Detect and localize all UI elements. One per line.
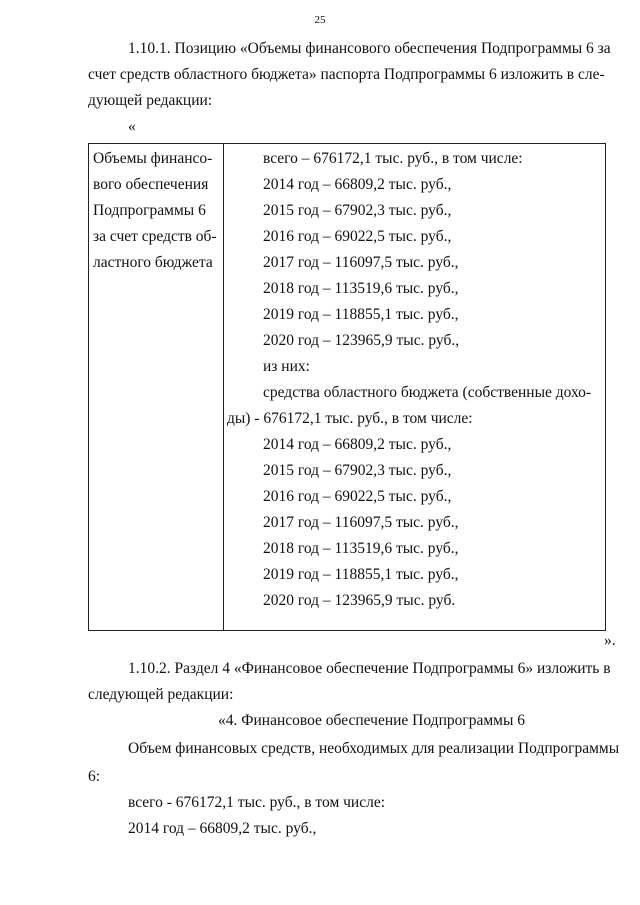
left-cell-line: Объемы финансо- — [93, 150, 213, 167]
left-cell-line: за счет средств об- — [93, 228, 217, 245]
right-cell-line: 2017 год – 116097,5 тыс. руб., — [263, 514, 459, 531]
total-line: всего - 676172,1 тыс. руб., в том числе: — [128, 794, 386, 811]
left-cell-line: Подпрограммы 6 — [93, 202, 206, 219]
right-cell-line: ды) - 676172,1 тыс. руб., в том числе: — [227, 410, 473, 427]
right-cell-line: всего – 676172,1 тыс. руб., в том числе: — [263, 150, 523, 167]
right-cell-line: 2018 год – 113519,6 тыс. руб., — [263, 540, 459, 557]
right-cell-line: 2015 год – 67902,3 тыс. руб., — [263, 462, 452, 479]
item-1-10-2-line2: следующей редакции: — [88, 686, 234, 703]
open-quote: « — [128, 118, 136, 135]
item-1-10-1-line2: счет средств областного бюджета» паспорта Подпрограммы 6 изложить в сле- — [88, 66, 605, 83]
right-cell-line: 2014 год – 66809,2 тыс. руб., — [263, 436, 452, 453]
right-cell-line: из них: — [263, 358, 310, 375]
item-1-10-2-line1: 1.10.2. Раздел 4 «Финансовое обеспечение Подпрограммы 6» изложить в — [128, 660, 611, 677]
right-cell-line: 2016 год – 69022,5 тыс. руб., — [263, 488, 452, 505]
right-cell-line: 2020 год – 123965,9 тыс. руб., — [263, 332, 460, 349]
section-heading: «4. Финансовое обеспечение Подпрограммы 6 — [218, 712, 526, 729]
table-divider — [223, 144, 224, 630]
right-cell-line: 2015 год – 67902,3 тыс. руб., — [263, 202, 452, 219]
section-para-line2: 6: — [88, 768, 101, 785]
right-cell-line: 2019 год – 118855,1 тыс. руб., — [263, 566, 459, 583]
right-cell-line: 2014 год – 66809,2 тыс. руб., — [263, 176, 452, 193]
page-number: 25 — [314, 14, 326, 26]
right-cell-line: 2019 год – 118855,1 тыс. руб., — [263, 306, 459, 323]
item-1-10-1-line3: дующей редакции: — [88, 92, 213, 109]
right-cell-line: 2016 год – 69022,5 тыс. руб., — [263, 228, 452, 245]
left-cell-line: вого обеспечения — [93, 176, 209, 193]
right-cell-line: 2017 год – 116097,5 тыс. руб., — [263, 254, 459, 271]
right-cell-line: средства областного бюджета (собственные дохо- — [263, 384, 592, 401]
right-cell-line: 2018 год – 113519,6 тыс. руб., — [263, 280, 459, 297]
close-quote: ». — [604, 632, 616, 649]
left-cell-line: ластного бюджета — [93, 254, 213, 271]
item-1-10-1-line1: 1.10.1. Позицию «Объемы финансового обеспечения Подпрограммы 6 за — [128, 40, 611, 57]
funding-table — [88, 143, 606, 631]
right-cell-line: 2020 год – 123965,9 тыс. руб. — [263, 592, 456, 609]
section-para-line1: Объем финансовых средств, необходимых для реализации Подпрограммы — [128, 740, 620, 757]
year-line: 2014 год – 66809,2 тыс. руб., — [128, 820, 317, 837]
